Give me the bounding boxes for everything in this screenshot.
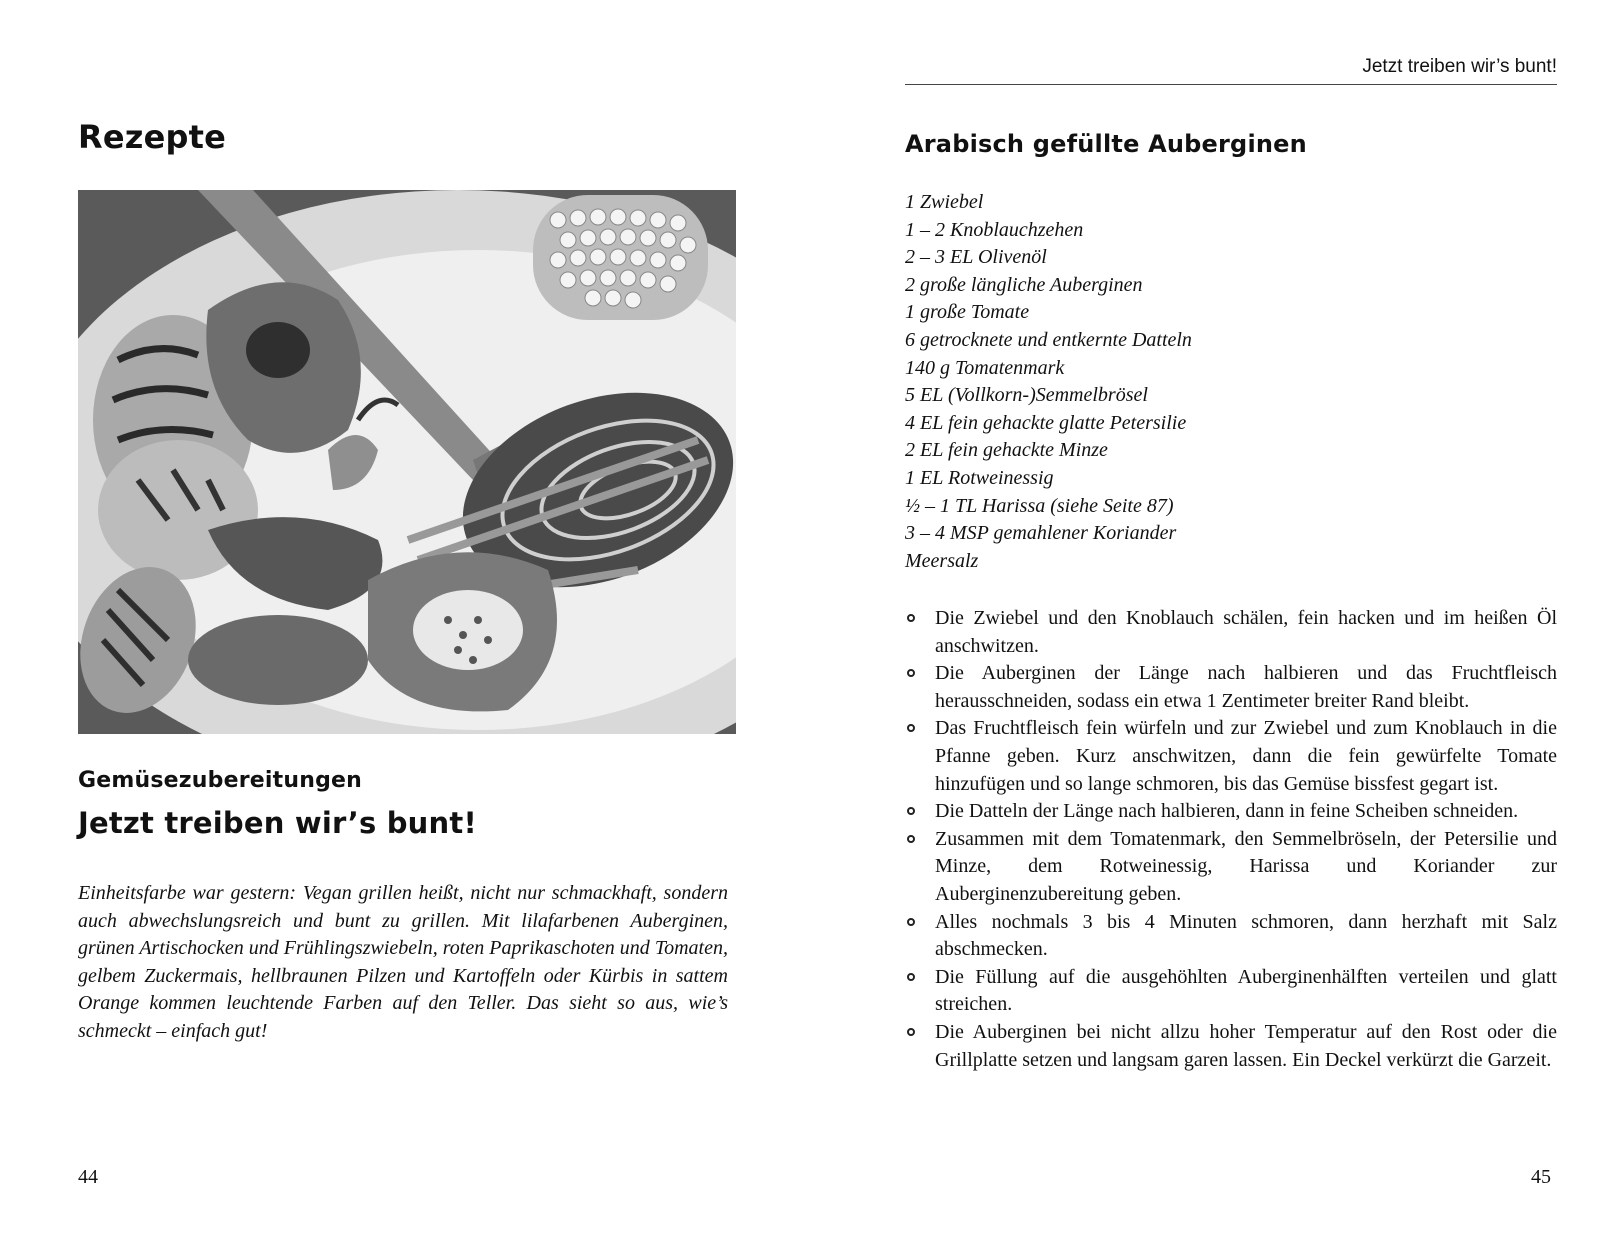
step-text: Alles nochmals 3 bis 4 Minuten schmoren, dann herzhaft mit Salz abschmecken. bbox=[935, 910, 1557, 961]
bullet-circle-icon bbox=[907, 614, 915, 622]
section-title: Rezepte bbox=[78, 118, 226, 156]
ingredient-item: Meersalz bbox=[905, 549, 979, 572]
intro-paragraph: Einheitsfarbe war gestern: Vegan grillen heißt, nicht nur schmackhaft, sondern auch abwechslungsreich und bunt zu grillen. Mit lilafarbenen Auberginen, grünen Artischocken und Frühlingszwiebeln, roten Paprikaschoten und Tomaten, gelbem Zuckermais, hellbraunen Pilzen und Kartoffeln oder Kürbis in sattem Orange kommen leuchtende Farben auf den Teller. Das sieht so aus, wie’s schmeckt – einfach gut! bbox=[78, 882, 728, 1042]
step-item bbox=[905, 909, 1557, 964]
step-text: Die Zwiebel und den Knoblauch schälen, fein hacken und im heißen Öl anschwitzen. bbox=[935, 607, 1557, 657]
ingredient-item: 4 EL fein gehackte glatte Petersilie bbox=[905, 411, 1187, 434]
step-item bbox=[905, 660, 1557, 715]
step-item bbox=[905, 715, 1557, 798]
bullet-circle-icon bbox=[907, 973, 915, 981]
step-text: Zusammen mit dem Tomatenmark, den Semmelbröseln, der Petersilie und Minze, dem Rotweinessig, Harissa und Koriander zur Auberginenzubereitung geben. bbox=[935, 827, 1557, 905]
recipe-title: Arabisch gefüllte Auberginen bbox=[905, 130, 1307, 158]
step-item bbox=[905, 826, 1557, 909]
bullet-circle-icon bbox=[907, 1028, 915, 1036]
step-text: Die Auberginen bei nicht allzu hoher Temperatur auf den Rost oder die Grillplatte setzen und langsam garen lassen. Ein Deckel verkürzt die Garzeit. bbox=[935, 1020, 1557, 1071]
step-text: Die Füllung auf die ausgehöhlten Auberginenhälften verteilen und glatt streichen. bbox=[935, 965, 1557, 1016]
page-number-left: 44 bbox=[78, 1166, 98, 1188]
ingredient-item: 140 g Tomatenmark bbox=[905, 356, 1065, 379]
step-item bbox=[905, 1019, 1557, 1074]
ingredient-item: 1 Zwiebel bbox=[905, 191, 984, 213]
ingredient-item: 1 große Tomate bbox=[905, 301, 1030, 324]
step-text: Das Fruchtfleisch fein würfeln und zur Zwiebel und zum Knoblauch in die Pfanne geben. Kurz anschwitzen, dann die fein gewürfelte Tomate hinzufügen und so lange schmoren, bis das Gemüse bissfest gegart ist. bbox=[935, 717, 1557, 795]
chapter-title: Jetzt treiben wir’s bunt! bbox=[78, 806, 477, 840]
page-number-right: 45 bbox=[1531, 1166, 1551, 1188]
ingredient-list bbox=[905, 189, 1192, 575]
step-item bbox=[905, 964, 1557, 1019]
ingredient-item: 2 – 3 EL Olivenöl bbox=[905, 246, 1047, 269]
ingredient-item: ½ – 1 TL Harissa (siehe Seite 87) bbox=[905, 494, 1174, 517]
ingredient-item: 1 – 2 Knoblauchzehen bbox=[905, 218, 1084, 241]
right-page bbox=[809, 0, 1618, 1240]
bullet-circle-icon bbox=[907, 724, 915, 732]
chapter-kicker: Gemüsezubereitungen bbox=[78, 768, 362, 793]
ingredient-item: 2 große längliche Auberginen bbox=[905, 273, 1143, 296]
instruction-steps bbox=[905, 605, 1557, 1074]
bullet-circle-icon bbox=[907, 918, 915, 926]
running-head: Jetzt treiben wir’s bunt! bbox=[905, 56, 1557, 85]
ingredient-item: 1 EL Rotweinessig bbox=[905, 466, 1054, 489]
ingredient-item: 2 EL fein gehackte Minze bbox=[905, 439, 1108, 462]
grilled-vegetables-illustration bbox=[78, 190, 736, 734]
ingredient-item: 6 getrocknete und entkernte Datteln bbox=[905, 328, 1192, 351]
step-item bbox=[905, 605, 1557, 660]
bullet-circle-icon bbox=[907, 669, 915, 677]
ingredient-item: 5 EL (Vollkorn-)Semmelbrösel bbox=[905, 384, 1148, 407]
ingredient-item: 3 – 4 MSP gemahlener Koriander bbox=[905, 522, 1177, 545]
step-item bbox=[905, 798, 1557, 826]
bullet-circle-icon bbox=[907, 835, 915, 843]
step-text: Die Datteln der Länge nach halbieren, dann in feine Scheiben schneiden. bbox=[935, 800, 1519, 823]
step-text: Die Auberginen der Länge nach halbieren und das Fruchtfleisch herausschneiden, sodass ein etwa 1 Zentimeter breiter Rand bleibt. bbox=[935, 662, 1557, 712]
bullet-circle-icon bbox=[907, 807, 915, 815]
